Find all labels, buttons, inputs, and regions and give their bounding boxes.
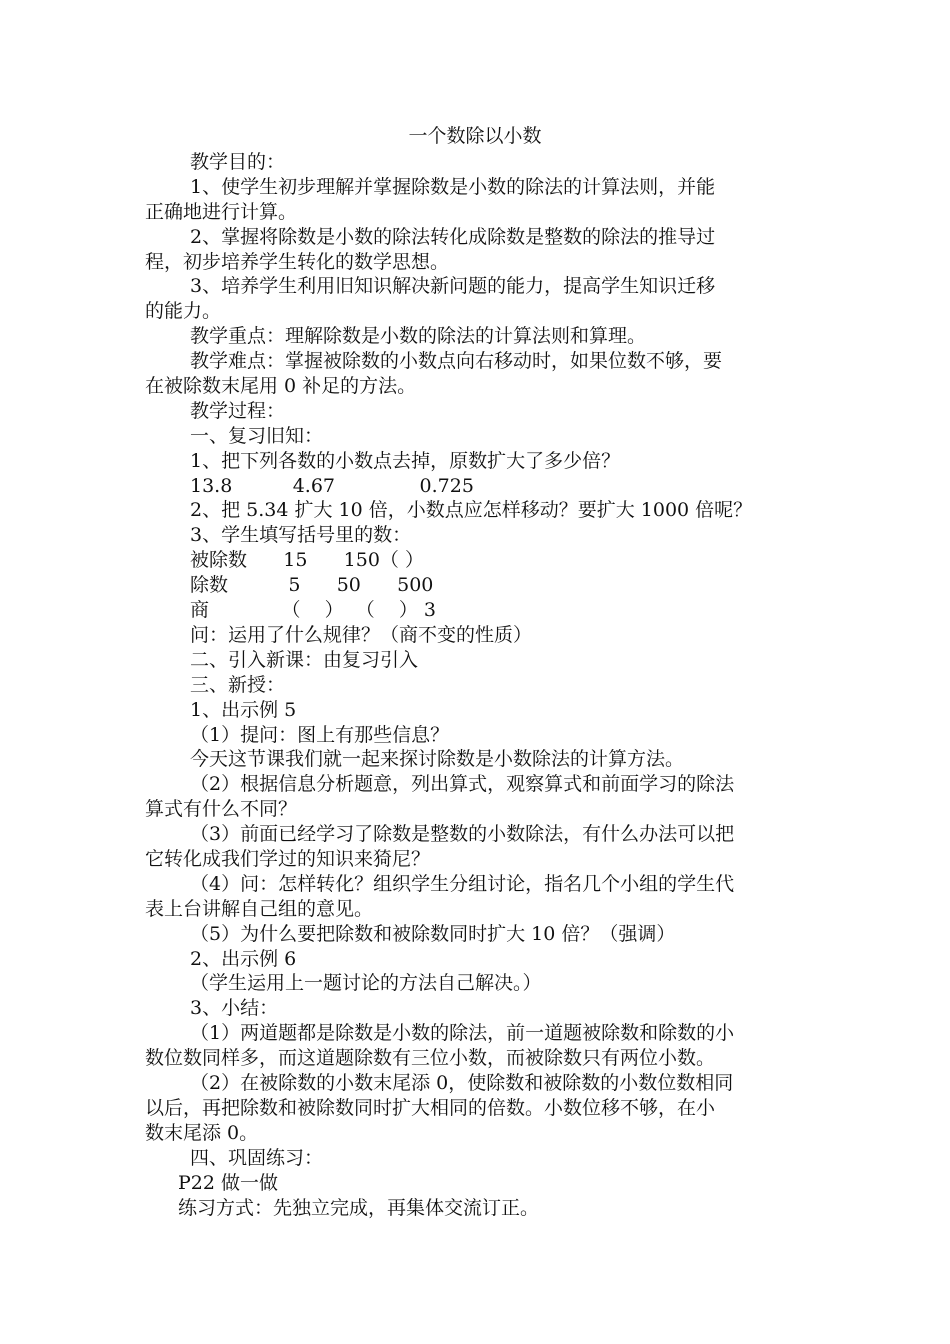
text-line: 在被除数末尾用 0 补足的方法。 xyxy=(145,375,417,397)
text-line: 2、出示例 6 xyxy=(190,948,297,970)
text-line: 数末尾添 0。 xyxy=(145,1122,259,1144)
text-line: 练习方式：先独立完成，再集体交流订正。 xyxy=(178,1197,540,1219)
text-line: （5）为什么要把除数和被除数同时扩大 10 倍？（强调） xyxy=(190,923,676,945)
text-line: 2、把 5.34 扩大 10 倍，小数点应怎样移动？要扩大 1000 倍呢？ xyxy=(190,499,753,521)
text-line: 一、复习旧知： xyxy=(190,425,324,447)
text-line: 教学目的： xyxy=(190,151,286,173)
text-line: 商 （ ） （ ） 3 xyxy=(190,599,436,621)
text-line: 3、培养学生利用旧知识解决新问题的能力，提高学生知识迁移 xyxy=(190,275,716,297)
text-line: （3）前面已经学习了除数是整数的小数除法，有什么办法可以把 xyxy=(190,823,735,845)
text-line: 表上台讲解自己组的意见。 xyxy=(145,898,374,920)
text-line: 3、小结： xyxy=(190,997,279,1019)
text-line: 四、巩固练习： xyxy=(190,1147,324,1169)
text-line: 除数 5 50 500 xyxy=(190,574,434,596)
text-line: （4）问：怎样转化？组织学生分组讨论，指名几个小组的学生代 xyxy=(190,873,735,895)
text-line: 被除数 15 150（ ） xyxy=(190,549,424,571)
text-line: 2、掌握将除数是小数的除法转化成除数是整数的除法的推导过 xyxy=(190,226,716,248)
text-line: 以后，再把除数和被除数同时扩大相同的倍数。小数位移不够，在小 xyxy=(145,1097,716,1119)
text-line: 3、学生填写括号里的数： xyxy=(190,524,412,546)
text-line: （2）在被除数的小数末尾添 0，使除数和被除数的小数位数相同 xyxy=(190,1072,734,1094)
text-line: （2）根据信息分析题意，列出算式，观察算式和前面学习的除法 xyxy=(190,773,735,795)
text-line: （学生运用上一题讨论的方法自己解决。） xyxy=(190,972,542,994)
text-line: P22 做一做 xyxy=(178,1172,279,1194)
text-line: 二、引入新课：由复习引入 xyxy=(190,649,419,671)
text-line: 三、新授： xyxy=(190,674,286,696)
text-line: （1）两道题都是除数是小数的除法，前一道题被除数和除数的小 xyxy=(190,1022,735,1044)
text-line: 1、出示例 5 xyxy=(190,699,297,721)
page-title: 一个数除以小数 xyxy=(408,125,542,147)
text-line: 正确地进行计算。 xyxy=(145,201,298,223)
text-line: 教学过程： xyxy=(190,400,286,422)
text-line: 算式有什么不同？ xyxy=(145,798,298,820)
text-line: 13.8 4.67 0.725 xyxy=(190,475,474,497)
text-line: 问：运用了什么规律？（商不变的性质） xyxy=(190,624,533,646)
text-line: （1）提问：图上有那些信息？ xyxy=(190,724,450,746)
text-line: 程，初步培养学生转化的数学思想。 xyxy=(145,251,450,273)
text-line: 它转化成我们学过的知识来猗尼？ xyxy=(145,848,431,870)
text-line: 教学难点：掌握被除数的小数点向右移动时，如果位数不够，要 xyxy=(190,350,723,372)
text-line: 教学重点：理解除数是小数的除法的计算法则和算理。 xyxy=(190,325,647,347)
text-line: 1、使学生初步理解并掌握除数是小数的除法的计算法则，并能 xyxy=(190,176,716,198)
text-line: 数位数同样多，而这道题除数有三位小数，而被除数只有两位小数。 xyxy=(145,1047,716,1069)
text-line: 今天这节课我们就一起来探讨除数是小数除法的计算方法。 xyxy=(190,748,685,770)
text-line: 的能力。 xyxy=(145,300,222,322)
text-line: 1、把下列各数的小数点去掉，原数扩大了多少倍？ xyxy=(190,450,621,472)
